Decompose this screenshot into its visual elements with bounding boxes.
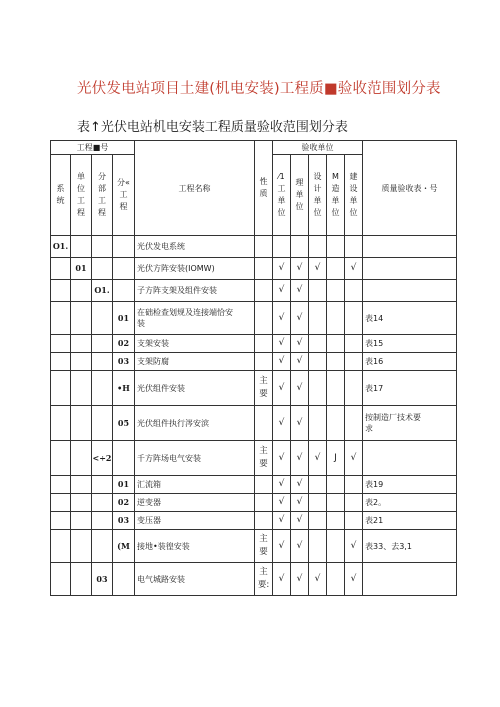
cell-c (309, 406, 327, 441)
header-unit-text: 单 位 工 程 (77, 172, 85, 217)
cell-d (327, 280, 345, 302)
cell-ref (363, 236, 457, 258)
cell-name: 千方阵场电气安装 (135, 441, 255, 476)
cell-e (345, 302, 363, 335)
cell-unit (71, 335, 92, 353)
cell-e: √ (345, 563, 363, 596)
cell-part (92, 406, 113, 441)
cell-name: 接地•装徨安装 (135, 530, 255, 563)
cell-b: √ (291, 530, 309, 563)
cell-ref: 表16 (363, 353, 457, 371)
cell-d (327, 353, 345, 371)
header-part-text: 分 部 工 程 (98, 172, 106, 217)
table-row (51, 441, 457, 476)
cell-c (309, 371, 327, 406)
cell-name: 电气城路安装 (135, 563, 255, 596)
cell-c (309, 512, 327, 530)
cell-sub (113, 280, 135, 302)
cell-part (92, 512, 113, 530)
cell-sys (51, 530, 71, 563)
cell-sys (51, 280, 71, 302)
cell-sys (51, 335, 71, 353)
cell-sub: 02 (113, 335, 135, 353)
header-sub (113, 155, 135, 236)
cell-part: O1. (92, 280, 113, 302)
header-system-text: 系 统 (56, 184, 65, 205)
cell-sys (51, 406, 71, 441)
cell-d (327, 406, 345, 441)
cell-nature (255, 476, 273, 494)
header-acceptance-units: 验收单位 (273, 141, 363, 155)
cell-ref: 表33、去3,1 (363, 530, 457, 563)
cell-d (327, 371, 345, 406)
cell-name: 变压器 (135, 512, 255, 530)
cell-nature: 主 要 (255, 530, 273, 563)
cell-a: √ (273, 476, 291, 494)
cell-sys (51, 494, 71, 512)
cell-a: √ (273, 441, 291, 476)
cell-unit (71, 353, 92, 371)
cell-b: √ (291, 563, 309, 596)
cell-part (92, 302, 113, 335)
cell-unit (71, 406, 92, 441)
header-owner-unit (345, 155, 363, 236)
cell-d (327, 302, 345, 335)
header-part (92, 155, 113, 236)
cell-nature (255, 302, 273, 335)
cell-unit (71, 302, 92, 335)
table-body (51, 236, 457, 596)
cell-b: √ (291, 280, 309, 302)
cell-b: √ (291, 302, 309, 335)
cell-c (309, 476, 327, 494)
table-row (51, 280, 457, 302)
cell-ref (363, 563, 457, 596)
cell-name: 子方阵支架及组件安装 (135, 280, 255, 302)
cell-a: √ (273, 530, 291, 563)
cell-sub (113, 563, 135, 596)
cell-part (92, 530, 113, 563)
cell-e (345, 353, 363, 371)
cell-name: 光伏组件安装 (135, 371, 255, 406)
cell-unit (71, 441, 92, 476)
cell-nature (255, 353, 273, 371)
cell-part (92, 353, 113, 371)
cell-sub: 01 (113, 476, 135, 494)
cell-a: √ (273, 258, 291, 280)
table-row (51, 406, 457, 441)
document-title: 光伏发电站项目土建(机电安装)工程质■验收范围划分表 (77, 81, 441, 97)
cell-unit (71, 476, 92, 494)
cell-b (291, 236, 309, 258)
header-construction-unit (273, 155, 291, 236)
cell-e: √ (345, 441, 363, 476)
cell-unit (71, 530, 92, 563)
header-manufacturer-unit-text: M 造 单 位 (331, 172, 340, 217)
cell-name: 支架安装 (135, 335, 255, 353)
cell-sys (51, 258, 71, 280)
cell-sys (51, 563, 71, 596)
cell-e (345, 512, 363, 530)
cell-sub: 03 (113, 512, 135, 530)
cell-d (327, 512, 345, 530)
cell-b: √ (291, 371, 309, 406)
header-owner-unit-text: 建 设 单 位 (349, 172, 358, 217)
cell-part (92, 494, 113, 512)
table-row (51, 512, 457, 530)
cell-sys (51, 371, 71, 406)
header-nature-text: 性 质 (259, 177, 268, 198)
cell-e (345, 280, 363, 302)
cell-nature (255, 258, 273, 280)
cell-c (309, 494, 327, 512)
cell-nature (255, 280, 273, 302)
cell-a (273, 236, 291, 258)
cell-sys: O1. (51, 236, 71, 258)
table-row (51, 302, 457, 335)
cell-b: √ (291, 258, 309, 280)
cell-d (327, 494, 345, 512)
cell-c: √ (309, 258, 327, 280)
cell-e: √ (345, 530, 363, 563)
cell-ref (363, 441, 457, 476)
cell-e (345, 476, 363, 494)
cell-unit (71, 512, 92, 530)
cell-ref: 表15 (363, 335, 457, 353)
cell-unit: 01 (71, 258, 92, 280)
table-row (51, 563, 457, 596)
header-system (51, 155, 71, 236)
cell-unit (71, 236, 92, 258)
cell-name: 光伏方阵安装(IOMW) (135, 258, 255, 280)
cell-a: √ (273, 335, 291, 353)
header-supervision-unit-text: 理 单 位 (295, 178, 304, 211)
header-design-unit (309, 155, 327, 236)
cell-sub (113, 441, 135, 476)
cell-b: √ (291, 406, 309, 441)
cell-c: √ (309, 441, 327, 476)
cell-e: √ (345, 258, 363, 280)
cell-ref: 表2。 (363, 494, 457, 512)
cell-c (309, 302, 327, 335)
cell-e (345, 406, 363, 441)
cell-c: √ (309, 563, 327, 596)
cell-e (345, 236, 363, 258)
cell-ref: 表14 (363, 302, 457, 335)
header-supervision-unit (291, 155, 309, 236)
header-quality-form: 质量验收表・号 (363, 141, 457, 236)
cell-c (309, 236, 327, 258)
cell-b: √ (291, 353, 309, 371)
cell-nature (255, 512, 273, 530)
cell-c (309, 335, 327, 353)
cell-e (345, 371, 363, 406)
cell-b: √ (291, 335, 309, 353)
acceptance-table (50, 140, 457, 596)
cell-part (92, 476, 113, 494)
cell-sub: 05 (113, 406, 135, 441)
header-sub-text: 分« 工 程 (117, 178, 130, 211)
cell-a: √ (273, 280, 291, 302)
cell-sub: 03 (113, 353, 135, 371)
cell-sys (51, 512, 71, 530)
cell-part (92, 258, 113, 280)
table-row (51, 476, 457, 494)
cell-nature (255, 236, 273, 258)
cell-a: √ (273, 353, 291, 371)
cell-ref (363, 258, 457, 280)
cell-b: √ (291, 476, 309, 494)
table-row (51, 530, 457, 563)
cell-part: <÷2 (92, 441, 113, 476)
cell-sub (113, 258, 135, 280)
cell-b: √ (291, 494, 309, 512)
table-row (51, 258, 457, 280)
cell-sys (51, 302, 71, 335)
cell-nature (255, 494, 273, 512)
cell-ref: 按制造厂技术要 求 (363, 406, 457, 441)
cell-nature (255, 335, 273, 353)
cell-a: √ (273, 371, 291, 406)
cell-sys (51, 353, 71, 371)
cell-d (327, 476, 345, 494)
cell-d (327, 236, 345, 258)
cell-d (327, 335, 345, 353)
header-project-code: 工程■号 (51, 141, 135, 155)
cell-d: J (327, 441, 345, 476)
cell-name: 支架防腐 (135, 353, 255, 371)
cell-d (327, 530, 345, 563)
cell-part (92, 335, 113, 353)
header-unit (71, 155, 92, 236)
table-row (51, 494, 457, 512)
cell-sub: 01 (113, 302, 135, 335)
cell-name: 光伏发电系统 (135, 236, 255, 258)
cell-nature: 主 要 (255, 441, 273, 476)
cell-a: √ (273, 302, 291, 335)
table-row (51, 236, 457, 258)
cell-part (92, 371, 113, 406)
cell-nature (255, 406, 273, 441)
cell-a: √ (273, 563, 291, 596)
cell-name: 光伏组件执行涔安滨 (135, 406, 255, 441)
cell-name: 在础检查划规及连接端恰安 装 (135, 302, 255, 335)
cell-part (92, 236, 113, 258)
cell-part: 03 (92, 563, 113, 596)
cell-name: 汇流箱 (135, 476, 255, 494)
cell-c (309, 280, 327, 302)
cell-b: √ (291, 512, 309, 530)
cell-sys (51, 476, 71, 494)
cell-name: 逆变器 (135, 494, 255, 512)
cell-unit (71, 280, 92, 302)
table-caption: 表↑光伏电站机电安装工程质量验收范围划分表 (77, 120, 348, 135)
cell-a: √ (273, 406, 291, 441)
cell-d (327, 258, 345, 280)
cell-ref: 表17 (363, 371, 457, 406)
cell-sub (113, 236, 135, 258)
cell-nature: 主 要: (255, 563, 273, 596)
cell-d (327, 563, 345, 596)
cell-ref: 表19 (363, 476, 457, 494)
cell-unit (71, 563, 92, 596)
cell-unit (71, 371, 92, 406)
cell-a: √ (273, 512, 291, 530)
cell-sub: (M (113, 530, 135, 563)
header-construction-unit-text: ⁄1 工 单 位 (277, 172, 286, 217)
header-manufacturer-unit (327, 155, 345, 236)
header-project-name: 工程名称 (135, 141, 255, 236)
cell-nature: 主 要 (255, 371, 273, 406)
cell-a: √ (273, 494, 291, 512)
table-row (51, 371, 457, 406)
cell-e (345, 494, 363, 512)
table-row (51, 353, 457, 371)
cell-c (309, 353, 327, 371)
header-design-unit-text: 设 计 单 位 (313, 172, 322, 217)
cell-sys (51, 441, 71, 476)
cell-c (309, 530, 327, 563)
cell-unit (71, 494, 92, 512)
cell-b: √ (291, 441, 309, 476)
cell-ref (363, 280, 457, 302)
cell-e (345, 335, 363, 353)
cell-sub: •H (113, 371, 135, 406)
table-row (51, 335, 457, 353)
header-nature (255, 141, 273, 236)
cell-ref: 表21 (363, 512, 457, 530)
cell-sub: 02 (113, 494, 135, 512)
